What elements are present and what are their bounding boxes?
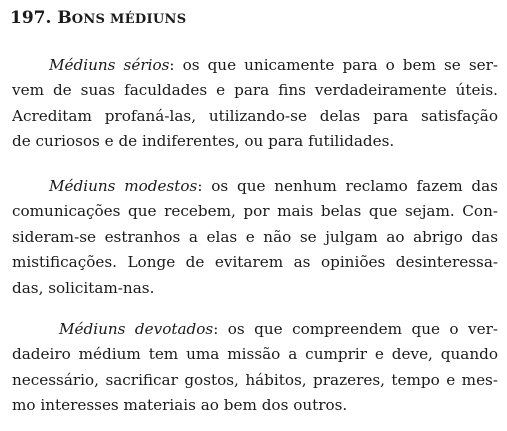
paragraph-medium-serious bbox=[12, 53, 498, 155]
paragraph-medium-devoted bbox=[12, 317, 498, 419]
paragraph-line: Acreditam profaná-las, utilizando-se delas para satisfação bbox=[12, 106, 498, 125]
paragraph-line: de curiosos e de indiferentes, ou para futilidades. bbox=[12, 132, 395, 151]
paragraph-line: mo interesses materiais ao bem dos outros. bbox=[12, 396, 348, 415]
paragraph-line: vem de suas faculdades e para fins verdadeiramente úteis. bbox=[12, 81, 498, 100]
paragraph-line: dadeiro médium tem uma missão a cumprir e deve, quando bbox=[12, 345, 498, 364]
paragraph-line: sideram-se estranhos a elas e não se julgam ao abrigo das bbox=[12, 227, 498, 246]
section-heading bbox=[10, 6, 186, 32]
section-number: 197. bbox=[10, 8, 52, 28]
paragraph-line: mistificações. Longe de evitarem as opiniões desinteressa- bbox=[12, 253, 498, 272]
term-label: Médiuns modestos bbox=[49, 177, 198, 195]
paragraph-line: necessário, sacrificar gostos, hábitos, prazeres, tempo e mes- bbox=[12, 370, 498, 389]
term-label: Médiuns devotados bbox=[59, 320, 214, 338]
term-label: Médiuns sérios bbox=[49, 56, 170, 74]
paragraph-line bbox=[12, 317, 498, 342]
paragraph-line bbox=[12, 174, 498, 199]
paragraph-line bbox=[12, 53, 498, 78]
paragraph-line: comunicações que recebem, por mais belas que sejam. Con- bbox=[12, 202, 498, 221]
paragraph-text: : os que compreendem que o ver- bbox=[213, 320, 498, 338]
section-title-initial: B bbox=[57, 8, 72, 28]
paragraph-line: das, solicitam-nas. bbox=[12, 278, 155, 297]
section-title-rest: ONS MÉDIUNS bbox=[71, 12, 187, 27]
paragraph-text: : os que unicamente para o bem se ser- bbox=[169, 56, 498, 74]
paragraph-text: : os que nenhum reclamo fazem das bbox=[197, 177, 498, 195]
paragraph-medium-modest bbox=[12, 174, 498, 301]
